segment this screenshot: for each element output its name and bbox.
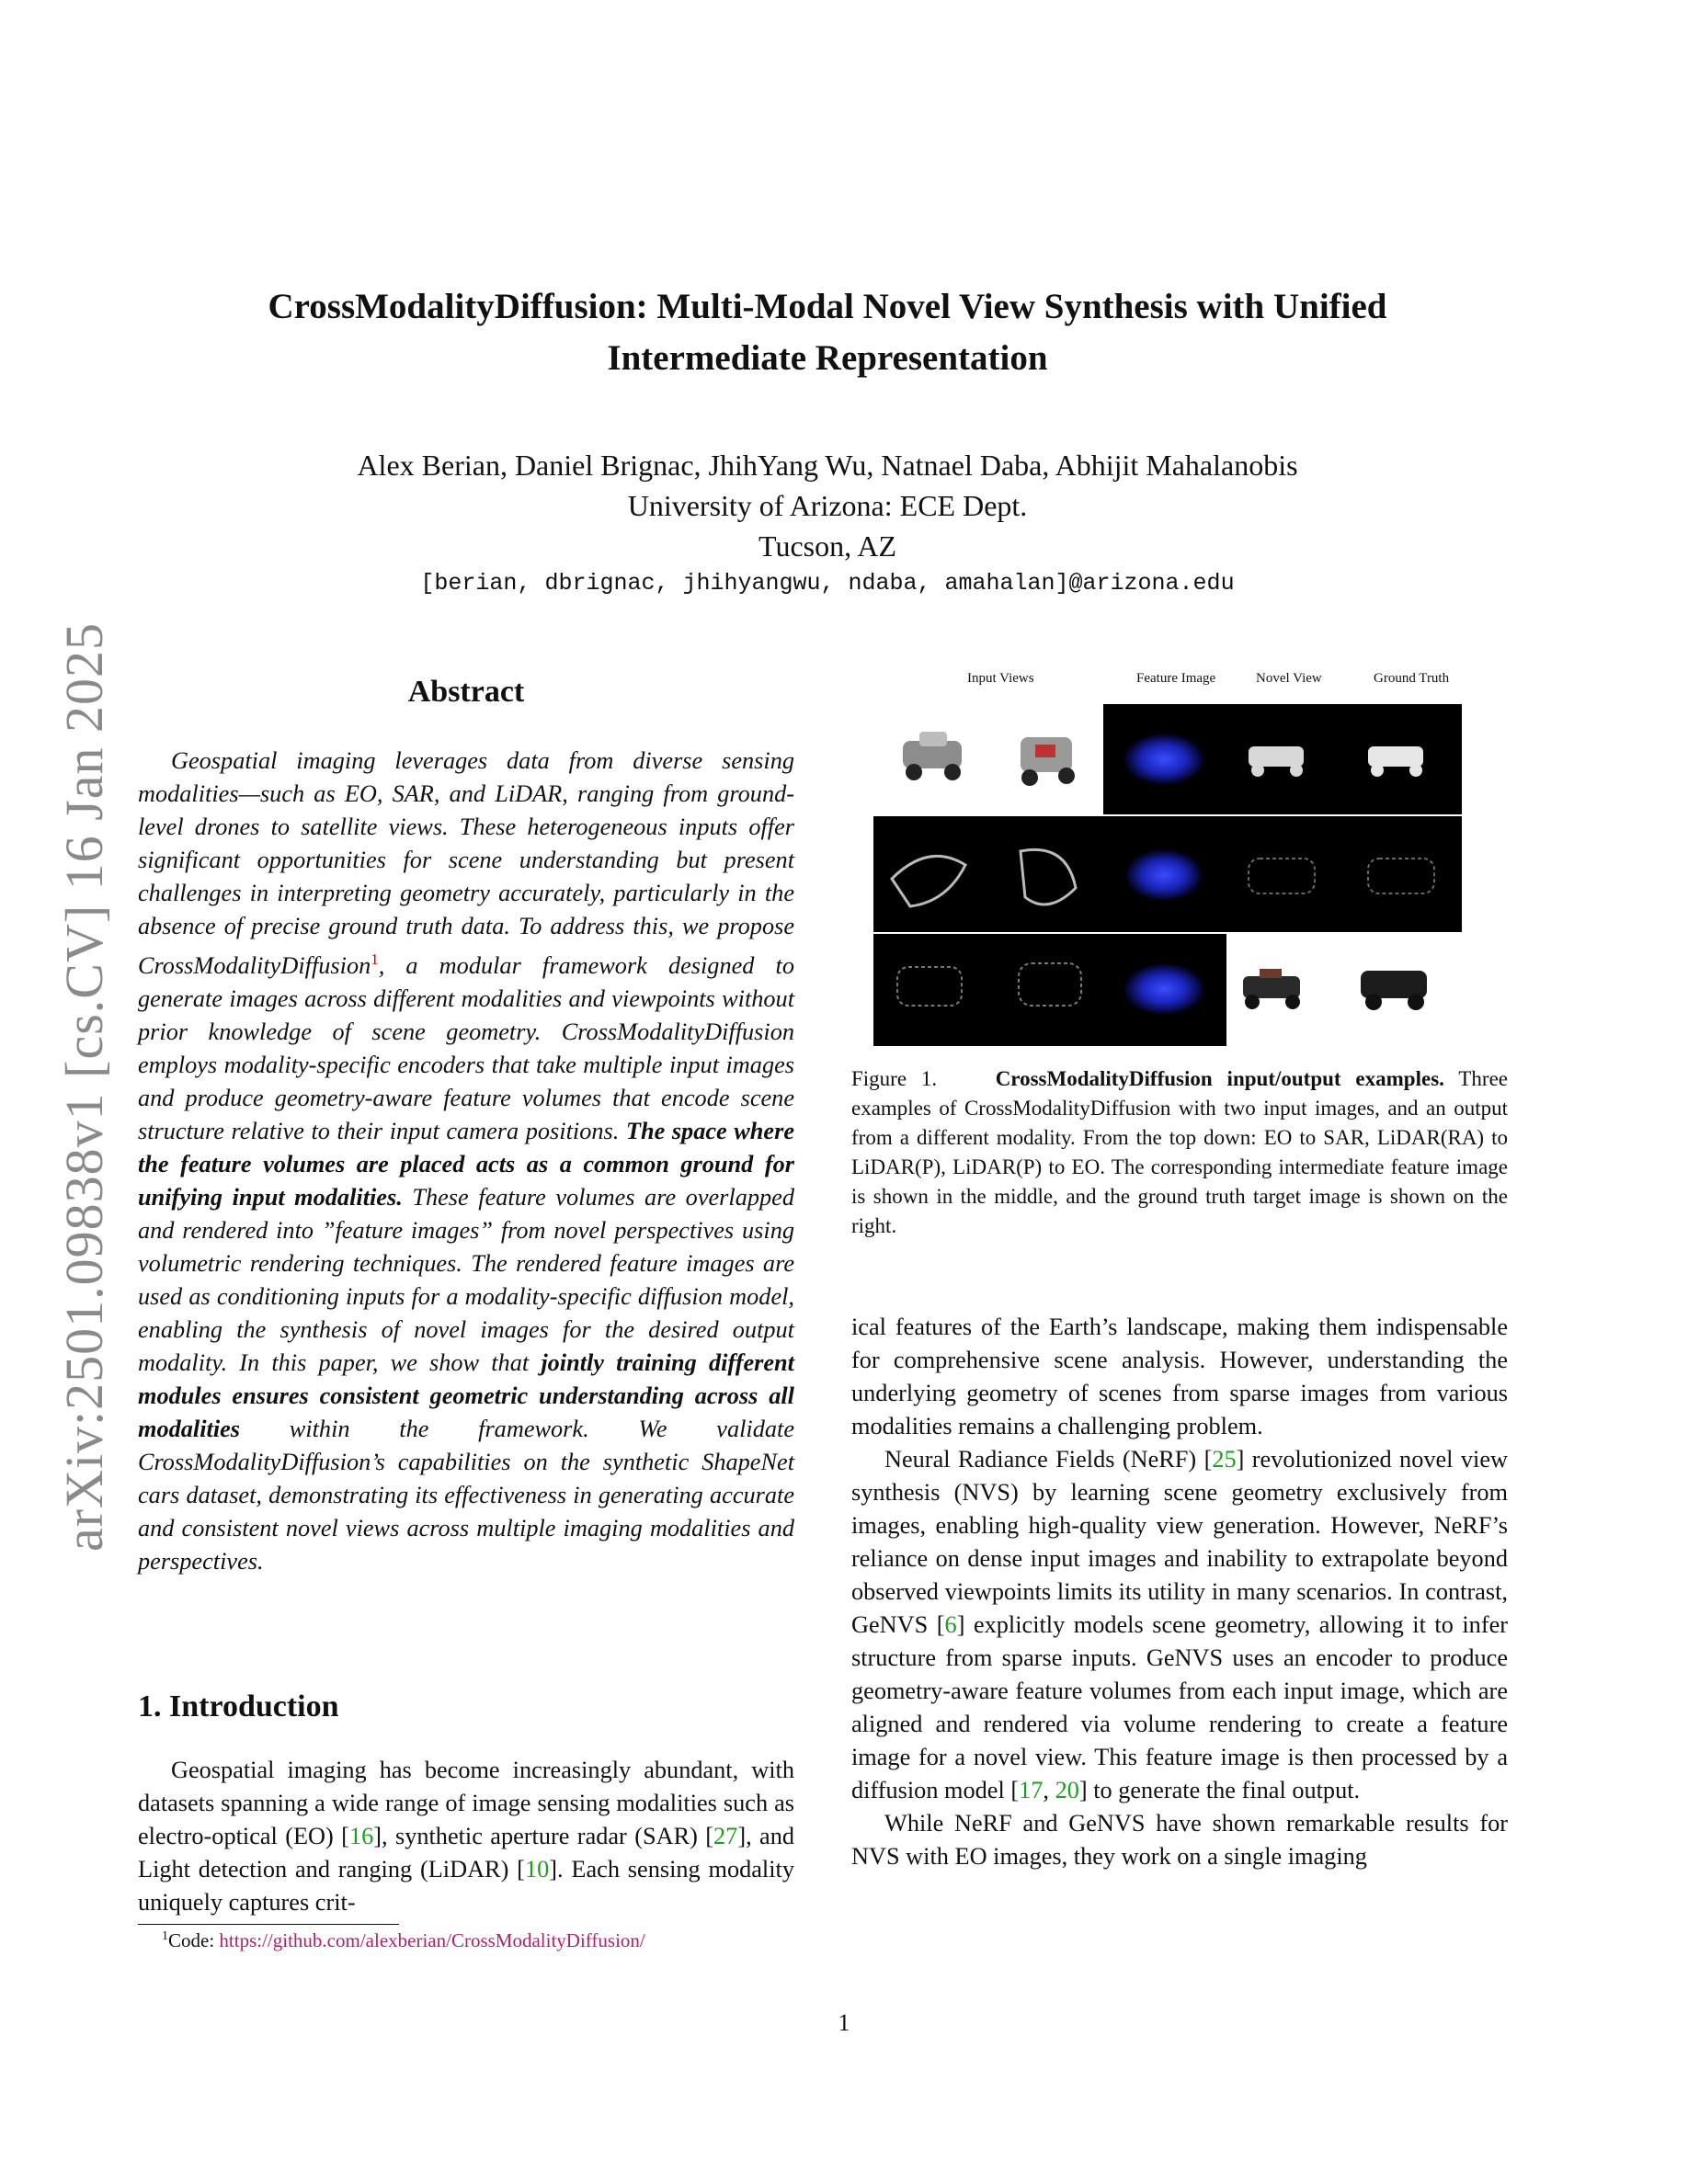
author-emails: [berian, dbrignac, jhihyangwu, ndaba, amahalan]@arizona.edu bbox=[420, 570, 1235, 597]
paper-title bbox=[184, 281, 1471, 384]
intro-text: ], and Light detection and ranging (LiDAR) [ bbox=[138, 1823, 794, 1883]
footnote bbox=[162, 1929, 645, 1952]
label-feature-image: Feature Image bbox=[1136, 671, 1216, 686]
footnote-rule bbox=[138, 1924, 399, 1925]
page-number: 1 bbox=[838, 2009, 850, 2036]
caption-prefix: Figure 1. bbox=[851, 1067, 938, 1090]
citation-6[interactable]: 6 bbox=[944, 1611, 957, 1638]
citation-10[interactable]: 10 bbox=[524, 1856, 550, 1883]
caption-text: Three examples of CrossModalityDiffusion with two input images, and an output from a different modality. From the top down: EO to SAR, LiDAR(RA) to LiDAR(P), LiDAR(P) to EO. The corresponding intermediate feature image is shown in the middle, and the ground truth target image is shown on the right. bbox=[851, 1067, 1508, 1237]
figure-1 bbox=[873, 662, 1462, 1048]
citation-20[interactable]: 20 bbox=[1055, 1777, 1079, 1803]
abstract-part-2: , a modular framework designed to generate images across different modalities and viewpoints without prior knowledge of scene geometry. CrossModalityDiffusion employs modality-specific encoders that take multiple input images and produce geometry-aware feature volumes that encode scene structure relative to their input camera positions. bbox=[138, 951, 794, 1144]
intro-continued bbox=[851, 1311, 1508, 1873]
intro-heading: 1. Introduction bbox=[138, 1689, 339, 1723]
figure-column-labels bbox=[873, 662, 1462, 699]
footnote-number: 1 bbox=[162, 1929, 168, 1943]
affiliation: University of Arizona: ECE Dept. bbox=[627, 489, 1028, 522]
abstract-bold-1: The space where the feature volumes are placed acts as a common ground for unifying input modalities. bbox=[138, 1117, 794, 1211]
citation-25[interactable]: 25 bbox=[1212, 1446, 1237, 1473]
intro-text: ] revolutionized novel view synthesis (NVS) by learning scene geometry exclusively from images, enabling high-quality view generation. However, NeRF’s reliance on dense input images and inability to extrapolate beyond observed viewpoints limits its utility in many scenarios. In contrast, GeNVS [ bbox=[851, 1446, 1508, 1638]
intro-text: ] explicitly models scene geometry, allowing it to infer structure from sparse inputs. GeNVS uses an encoder to produce geometry-aware feature volumes from each input image, which are aligned and rendered via volume rendering to create a feature image for a novel view. This feature image is then processed by a diffusion model [ bbox=[851, 1611, 1508, 1803]
location: Tucson, AZ bbox=[758, 529, 896, 563]
row3-feature-image bbox=[1123, 963, 1204, 1015]
arxiv-side-label: arXiv:2501.09838v1 [cs.CV] 16 Jan 2025 bbox=[54, 621, 114, 1552]
intro-text: Neural Radiance Fields (NeRF) [ bbox=[884, 1446, 1213, 1473]
intro-text: While NeRF and GeNVS have shown remarkable results for NVS with EO images, they work on a single imaging bbox=[851, 1810, 1508, 1870]
figure-1-caption bbox=[851, 1064, 1508, 1241]
abstract-bold-2: jointly training different modules ensures consistent geometric understanding across all modalities bbox=[138, 1348, 794, 1442]
intro-text: ]. Each sensing modality uniquely captures crit- bbox=[138, 1856, 794, 1916]
intro-paragraph-1-start bbox=[138, 1754, 794, 1919]
abstract-heading: Abstract bbox=[407, 675, 525, 709]
label-input-views: Input Views bbox=[967, 671, 1034, 686]
footnote-label: Code: bbox=[168, 1929, 220, 1951]
intro-text: ] to generate the final output. bbox=[1078, 1777, 1361, 1803]
label-ground-truth: Ground Truth bbox=[1374, 671, 1450, 686]
row1-feature-image bbox=[1123, 734, 1204, 785]
abstract-part-4: within the framework. We validate CrossModalityDiffusion’s capabilities on the synthetic ShapeNet cars dataset, demonstrating its effectiveness in generating accurate and consistent novel views across multiple imaging modalities and perspectives. bbox=[138, 1415, 794, 1575]
abstract-text bbox=[138, 745, 794, 1578]
code-link[interactable]: https://github.com/alexberian/CrossModalityDiffusion/ bbox=[219, 1929, 645, 1951]
caption-bold: CrossModalityDiffusion input/output examples. bbox=[995, 1067, 1444, 1090]
title-line-1: CrossModalityDiffusion: Multi-Modal Novel View Synthesis with Unified bbox=[268, 287, 1387, 326]
intro-text: ical features of the Earth’s landscape, making them indispensable for comprehensive scene analysis. However, understanding the underlying geometry of scenes from sparse images from various modalities remains a challenging problem. bbox=[851, 1314, 1508, 1439]
intro-text: Geospatial imaging has become increasingly abundant, with datasets spanning a wide range of image sensing modalities such as electro-optical (EO) [ bbox=[138, 1757, 794, 1849]
citation-separator: , bbox=[1043, 1777, 1055, 1803]
footnote-mark[interactable]: 1 bbox=[371, 950, 379, 968]
row2-feature-image bbox=[1125, 849, 1203, 901]
citation-27[interactable]: 27 bbox=[713, 1823, 738, 1849]
citation-17[interactable]: 17 bbox=[1019, 1777, 1044, 1803]
citation-16[interactable]: 16 bbox=[348, 1823, 374, 1849]
title-line-2: Intermediate Representation bbox=[607, 338, 1048, 378]
abstract-part-1: Geospatial imaging leverages data from diverse sensing modalities—such as EO, SAR, and LiDAR, ranging from ground-level drones to satellite views. These heterogeneous inputs offer significant opportunities for scene understanding but present challenges in interpreting geometry accurately, particularly in the absence of precise ground truth data. To address this, we propose CrossModalityDiffusion bbox=[138, 747, 794, 979]
label-novel-view: Novel View bbox=[1256, 671, 1322, 686]
abstract-part-3: These feature volumes are overlapped and rendered into ”feature images” from novel perspectives using volumetric rendering techniques. The rendered feature images are used as conditioning inputs for a modality-specific diffusion model, enabling the synthesis of novel images for the desired output modality. In this paper, we show that bbox=[138, 1183, 794, 1376]
author-block bbox=[184, 445, 1471, 566]
figure-image-grid bbox=[873, 704, 1462, 1046]
intro-text: ], synthetic aperture radar (SAR) [ bbox=[373, 1823, 714, 1849]
authors: Alex Berian, Daniel Brignac, JhihYang Wu, Natnael Daba, Abhijit Mahalanobis bbox=[357, 449, 1298, 482]
